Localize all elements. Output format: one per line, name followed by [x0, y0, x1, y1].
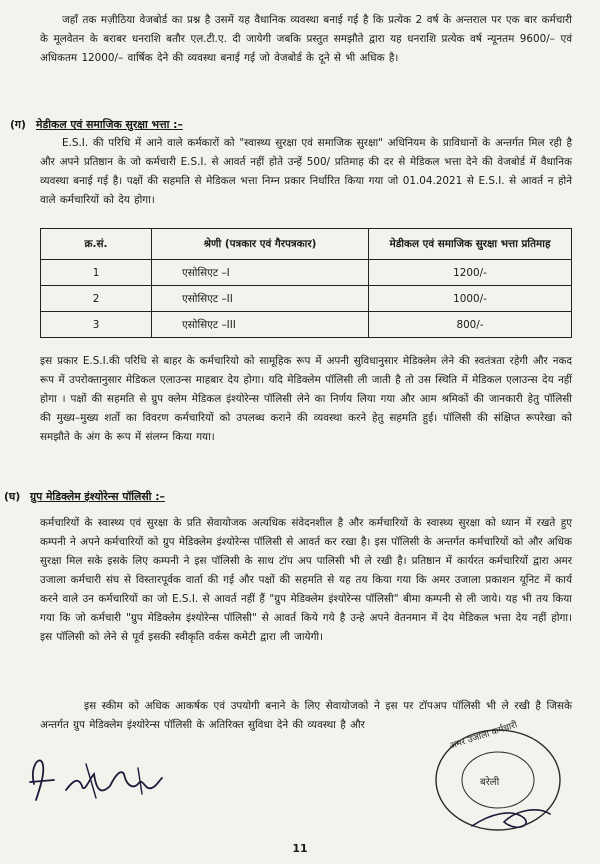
intro-paragraph: जहाँ तक मज़ीठिया वेजबोर्ड का प्रश्न है उसमें यह वैधानिक व्यवस्था बनाई गई है कि प्रत्येक 2 वर्ष के अन्तराल पर एक बार कर्मचारी के मूलवेतन के बराबर धनराशि बतौर एल.टी.ए. दी जायेगी जबकि प्रस्तुत समझौते द्वारा यह धनराशि प्रत्येक वर्ष न्यूनतम 9600/– एवं अधिकतम 12000/– वार्षिक देने की व्यवस्था बनाई गई जो वेजबोर्ड के दूने से भी अधिक है।	[40, 14, 572, 64]
cell-amount: 1000/-	[369, 286, 572, 312]
cell-amount: 1200/-	[369, 260, 572, 286]
stamp-city-text: बरेली	[480, 777, 500, 788]
section-gh-number: (घ)	[4, 490, 21, 503]
signature-left	[20, 738, 180, 818]
cell-serial: 1	[41, 260, 152, 286]
table-row	[41, 260, 572, 286]
section-gh-heading	[4, 489, 165, 505]
table-row	[41, 286, 572, 312]
section-g-title: मेडीकल एवं समाजिक सुरक्षा भत्ता :–	[36, 118, 183, 131]
medical-allowance-table	[40, 228, 572, 338]
section-gh-paragraph: कर्मचारियों के स्वास्थ्य एवं सुरक्षा के प्रति सेवायोजक अत्यधिक संवेदनशील है और कर्मचारियों के स्वास्थ्य सुरक्षा को ध्यान में रखते हुए कम्पनी ने अपने कर्मचारियों को ग्रुप मेडिक्लेम इंश्योरेन्स पॉलिसी से आवर्त कर रखा है। इस पॉलिसी के अन्तर्गत कर्मचारियों को और अधिक सुरक्षा मिल सके इसके लिए कम्पनी ने इस पॉलिसी के साथ टॉप अप पालिसी भी ले रखी है। प्रतिष्ठान में कार्यरत कर्मचारियों द्वारा अमर उजाला कर्मचारी संघ से विस्तारपूर्वक वार्ता की गई और पक्षों की सहमति से यह तय किया गया कि अमर उजाला प्रकाशन यूनिट में कार्य करने वाले उन कर्मचारियों का जो E.S.I. से आवर्त नहीं हैं "ग्रुप मेडिक्लेम इंश्योरेन्स पॉलिसी" बीमा कम्पनी से ली जाये। यह भी तय किया गया कि जो कर्मचारी "ग्रुप मेडिक्लेम इंश्योरेन्स पॉलिसी" से आवर्त किये गये है उन्हे अपने वेतनमान में देय मेडिकल भत्ता देय नहीं होगा। इस पॉलिसी को लेने से पूर्व इसकी स्वीकृति वर्कस कमेटी द्वारा ली जायेगी।	[40, 517, 572, 643]
cell-category: एसोसिएट –I	[152, 260, 369, 286]
cell-category: एसोसिएट –III	[152, 312, 369, 338]
cell-amount: 800/-	[369, 312, 572, 338]
section-g-paragraph-2: इस प्रकार E.S.I.की परिधि से बाहर के कर्मचारियो को सामूहिक रूप में अपनी सुविधानुसार मेडिक्लेम लेने की स्वतंत्रता रहेगी और नकद रूप में उपरोक्तानुसार मेडिकल एलाउन्स माहबार देय होगा। यदि मेडिक्लेम पॉलिसी ली जाती है तो उस स्थिति में मेडिकल एलाउन्स देय नहीं होगा । पक्षों की सहमति से ग्रुप क्लेम मेडिकल इंश्योरेन्स पॉलिसी लेने का निर्णय लिया गया और आम श्रमिकों की जानकारी हेतु पॉलिसी की मुख्य–मुख्य शर्तो का विवरण कर्मचारियों को उपलब्ध कराने की व्यवस्था करने हेतु सहमति हुई। पॉलिसी की संक्षिप्त रूपरेखा को समझौते के अंग के रूप में संलग्न किया गया।	[40, 355, 572, 443]
section-gh-title: ग्रुप मेडिक्लेम इंश्योरेन्स पॉलिसी :–	[30, 490, 165, 503]
table-header-row	[41, 229, 572, 260]
header-allowance: मेडीकल एवं समाजिक सुरक्षा भत्ता प्रतिमाह	[369, 229, 572, 260]
section-gh-paragraph-2: इस स्कीम को अधिक आकर्षक एवं उपयोगी बनाने के लिए सेवायोजको ने इस पर टॉपअप पॉलिसी भी ले रखी है जिसके अन्तर्गत ग्रुप मेडिक्लेम इंश्योरेन्स पॉलिसी के अतिरिक्त सुविधा देने की व्यवस्था है और	[40, 700, 572, 731]
section-g-heading	[10, 117, 183, 133]
header-category: श्रेणी (पत्रकार एवं गैरपत्रकार)	[152, 229, 369, 260]
section-g-paragraph: E.S.I. की परिधि में आने वाले कर्मकारों को "स्वास्थ्य सुरक्षा एवं समाजिक सुरक्षा" अधिनियम के प्राविधानों के अन्तर्गत मिल रही है और अपने प्रतिष्ठान के जो कर्मचारी E.S.I. से आवर्त नहीं होते उन्हें 500/ प्रतिमाह की दर से मेडिकल भत्ता देने की वेजबोर्ड में वैधानिक व्यवस्था बनाई गई है। पक्षों की सहमति से मेडिकल भत्ता निम्न प्रकार निर्धारित किया गया जो 01.04.2021 से E.S.I. से आवर्त न होने वाले कर्मचारियों को देय होगा।	[40, 137, 572, 206]
stamp-org-text: अमर उजाला कर्मचारी	[448, 720, 519, 752]
header-serial: क्र.सं.	[41, 229, 152, 260]
page-number: 11	[292, 842, 308, 855]
cell-category: एसोसिएट –II	[152, 286, 369, 312]
cell-serial: 3	[41, 312, 152, 338]
table-row	[41, 312, 572, 338]
cell-serial: 2	[41, 286, 152, 312]
section-g-number: (ग)	[10, 118, 26, 131]
